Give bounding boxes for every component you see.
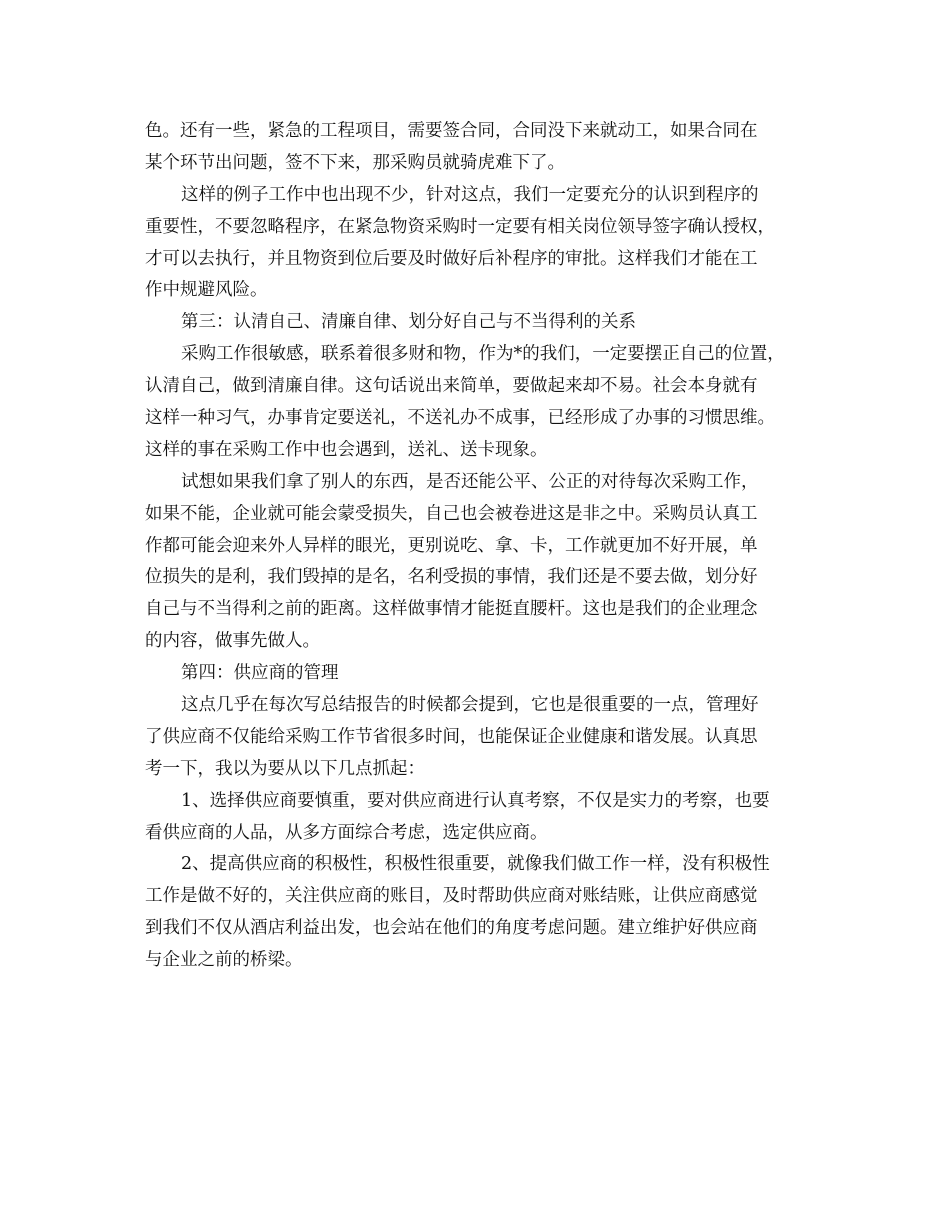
paragraph-first-line: 这样的例子工作中也出现不少，针对这点，我们一定要充分的认识到程序的 (181, 184, 759, 205)
text-line: 的内容，做事先做人。 (145, 631, 320, 652)
text-line: 如果不能，企业就可能会蒙受损失，自己也会被卷进这是非之中。采购员认真工 (145, 503, 758, 524)
paragraph-first-line: 试想如果我们拿了别人的东西，是否还能公平、公正的对待每次采购工作， (181, 471, 759, 492)
text-line: 考一下，我以为要从以下几点抓起： (145, 758, 425, 779)
section-heading: 第三：认清自己、清廉自律、划分好自己与不当得利的关系 (181, 312, 636, 333)
text-line: 工作是做不好的，关注供应商的账目，及时帮助供应商对账结账，让供应商感觉 (145, 886, 758, 907)
text-line: 某个环节出问题，签不下来，那采购员就骑虎难下了。 (145, 152, 565, 173)
list-item-first-line: 2、提高供应商的积极性，积极性很重要，就像我们做工作一样，没有积极性 (181, 854, 770, 875)
text-line: 到我们不仅从酒店利益出发，也会站在他们的角度考虑问题。建立维护好供应商 (145, 918, 758, 939)
text-line: 与企业之前的桥梁。 (145, 950, 303, 971)
text-line: 自己与不当得利之前的距离。这样做事情才能挺直腰杆。这也是我们的企业理念 (145, 599, 758, 620)
text-line: 作中规避风险。 (145, 280, 268, 301)
text-line: 位损失的是利，我们毁掉的是名，名利受损的事情，我们还是不要去做，划分好 (145, 567, 758, 588)
text-line: 看供应商的人品，从多方面综合考虑，选定供应商。 (145, 822, 548, 843)
paragraph-first-line: 采购工作很敏感，联系着很多财和物，作为*的我们，一定要摆正自己的位置， (181, 344, 785, 365)
text-line: 了供应商不仅能给采购工作节省很多时间，也能保证企业健康和谐发展。认真思 (145, 726, 758, 747)
text-line: 作都可能会迎来外人异样的眼光，更别说吃、拿、卡，工作就更加不好开展，单 (145, 535, 758, 556)
text-line: 色。还有一些，紧急的工程项目，需要签合同，合同没下来就动工，如果合同在 (145, 121, 758, 141)
text-line: 这样的事在采购工作中也会遇到，送礼、送卡现象。 (145, 439, 548, 460)
text-line: 才可以去执行，并且物资到位后要及时做好后补程序的审批。这样我们才能在工 (145, 248, 758, 269)
text-line: 重要性，不要忽略程序，在紧急物资采购时一定要有相关岗位领导签字确认授权， (145, 216, 775, 237)
text-line: 认清自己，做到清廉自律。这句话说出来简单，要做起来却不易。社会本身就有 (145, 376, 758, 397)
list-item-first-line: 1、选择供应商要慎重，要对供应商进行认真考察，不仅是实力的考察，也要 (181, 790, 770, 811)
text-line: 这样一种习气，办事肯定要送礼，不送礼办不成事，已经形成了办事的习惯思维。 (145, 408, 775, 429)
section-heading: 第四：供应商的管理 (181, 663, 339, 684)
document-body (145, 116, 810, 977)
paragraph-first-line: 这点几乎在每次写总结报告的时候都会提到，它也是很重要的一点，管理好 (181, 695, 759, 716)
